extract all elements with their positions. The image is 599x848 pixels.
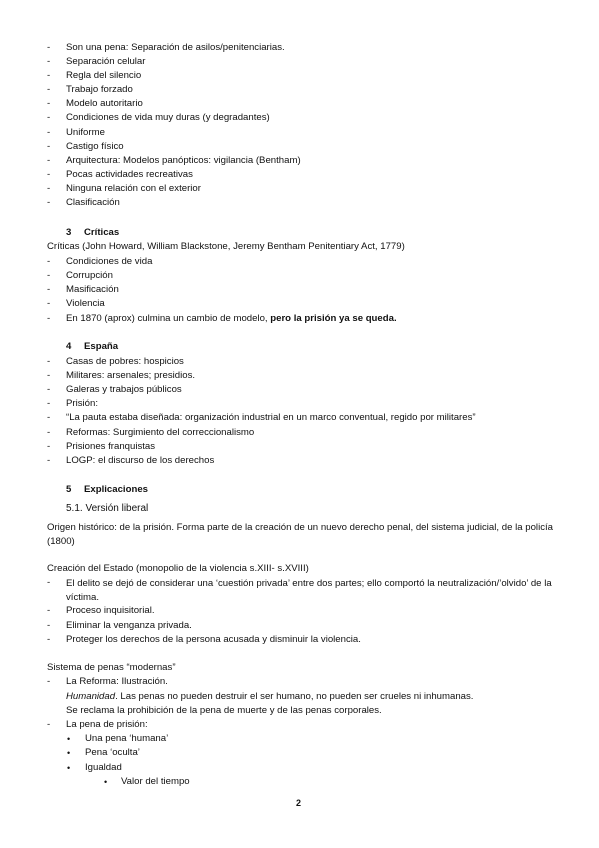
list-item: La pena de prisión: [66, 719, 148, 730]
list-dash: - [47, 356, 51, 367]
list-dash: - [47, 634, 51, 645]
list-item: Arquitectura: Modelos panópticos: vigilancia (Bentham) [66, 155, 301, 166]
list-dash: - [47, 455, 51, 466]
subsection-heading: 5.1. Versión liberal [66, 503, 149, 514]
list-item: Reformas: Surgimiento del correccionalismo [66, 427, 255, 438]
list-dash: - [47, 98, 51, 109]
list-item: Eliminar la venganza privada. [66, 620, 192, 631]
list-item: Prisión: [66, 398, 98, 409]
list-dash: - [47, 412, 51, 423]
list-item: Trabajo forzado [66, 84, 133, 95]
bullet-dot: • [67, 734, 71, 744]
section-number: 4 [66, 341, 72, 352]
list-dash: - [47, 183, 51, 194]
list-item: Modelo autoritario [66, 98, 143, 109]
list-dash: - [47, 370, 51, 381]
section-heading: Explicaciones [84, 484, 148, 495]
list-item-emphasis: pero la prisión ya se queda. [270, 313, 397, 324]
list-item: Galeras y trabajos públicos [66, 384, 182, 395]
list-dash: - [47, 620, 51, 631]
list-item: Casas de pobres: hospicios [66, 356, 184, 367]
list-dash: - [47, 256, 51, 267]
list-dash: - [47, 141, 51, 152]
bullet-dot: • [67, 763, 71, 773]
list-dash: - [47, 676, 51, 687]
section-heading: España [84, 341, 119, 352]
list-item: Proteger los derechos de la persona acusada y disminuir la violencia. [66, 634, 361, 645]
list-dash: - [47, 155, 51, 166]
list-dash: - [47, 398, 51, 409]
list-item: Proceso inquisitorial. [66, 605, 155, 616]
list-dash: - [47, 56, 51, 67]
list-dash: - [47, 719, 51, 730]
list-dash: - [47, 127, 51, 138]
origin-paragraph: Origen histórico: de la prisión. Forma parte de la creación de un nuevo derecho penal, del sistema judicial, de la policía (1800) [47, 522, 553, 547]
list-item: Prisiones franquistas [66, 441, 156, 452]
list-item: Militares: arsenales; presidios. [66, 370, 196, 381]
list-dash: - [47, 270, 51, 281]
list-item: Violencia [66, 298, 105, 309]
list-item-text: En 1870 (aprox) culmina un cambio de modelo, [66, 313, 271, 324]
list-dash: - [47, 313, 51, 324]
list-item: Son una pena: Separación de asilos/penitenciarias. [66, 42, 285, 53]
list-item: Condiciones de vida muy duras (y degradantes) [66, 112, 270, 123]
bullet-item: Igualdad [85, 762, 122, 773]
list-dash: - [47, 169, 51, 180]
list-dash: - [47, 384, 51, 395]
bullet-item: Una pena ‘humana’ [85, 733, 169, 744]
list-item: LOGP: el discurso de los derechos [66, 455, 215, 466]
list-item: Condiciones de vida [66, 256, 153, 267]
list-dash: - [47, 577, 51, 588]
list-dash: - [47, 441, 51, 452]
section-heading: Críticas [84, 227, 120, 238]
list-item: La Reforma: Ilustración. [66, 676, 168, 687]
list-dash: - [47, 197, 51, 208]
list-item: Regla del silencio [66, 70, 142, 81]
bullet-dot: • [104, 777, 108, 787]
list-dash: - [47, 84, 51, 95]
penalty-system-title: Sistema de penas “modernas” [47, 662, 176, 673]
bullet-item: Pena ‘oculta’ [85, 747, 140, 758]
list-dash: - [47, 605, 51, 616]
section-intro: Críticas (John Howard, William Blackstone, Jeremy Bentham Penitentiary Act, 1779) [47, 241, 405, 252]
list-item: Masificación [66, 284, 119, 295]
list-item: Castigo físico [66, 141, 124, 152]
humanity-line [66, 691, 473, 703]
list-dash: - [47, 298, 51, 309]
list-item: Separación celular [66, 56, 146, 67]
list-item: El delito se dejó de considerar una ‘cuestión privada’ entre dos partes; ello comportó la neutralización/’olvido’ de la víctima. [66, 578, 552, 603]
list-item: Pocas actividades recreativas [66, 169, 193, 180]
humanity-text: . Las penas no pueden destruir el ser humano, no pueden ser crueles ni inhumanas. [115, 691, 474, 702]
list-item: Uniforme [66, 127, 105, 138]
state-creation-title: Creación del Estado (monopolio de la violencia s.XIII- s.XVIII) [47, 563, 309, 574]
bullet-dot: • [67, 748, 71, 758]
prohibition-line: Se reclama la prohibición de la pena de muerte y de las penas corporales. [66, 705, 382, 716]
list-item: “La pauta estaba diseñada: organización industrial en un marco conventual, regido por militares” [66, 412, 476, 423]
list-dash: - [47, 284, 51, 295]
section-number: 5 [66, 484, 72, 495]
list-dash: - [47, 427, 51, 438]
list-item [66, 313, 397, 325]
list-item: Clasificación [66, 197, 120, 208]
list-item: Ninguna relación con el exterior [66, 183, 201, 194]
humanity-emphasis: Humanidad [66, 691, 116, 702]
list-dash: - [47, 42, 51, 53]
page-number: 2 [296, 798, 302, 808]
list-dash: - [47, 70, 51, 81]
list-dash: - [47, 112, 51, 123]
section-number: 3 [66, 227, 72, 238]
list-item: Corrupción [66, 270, 113, 281]
sub-bullet-item: Valor del tiempo [121, 776, 190, 787]
